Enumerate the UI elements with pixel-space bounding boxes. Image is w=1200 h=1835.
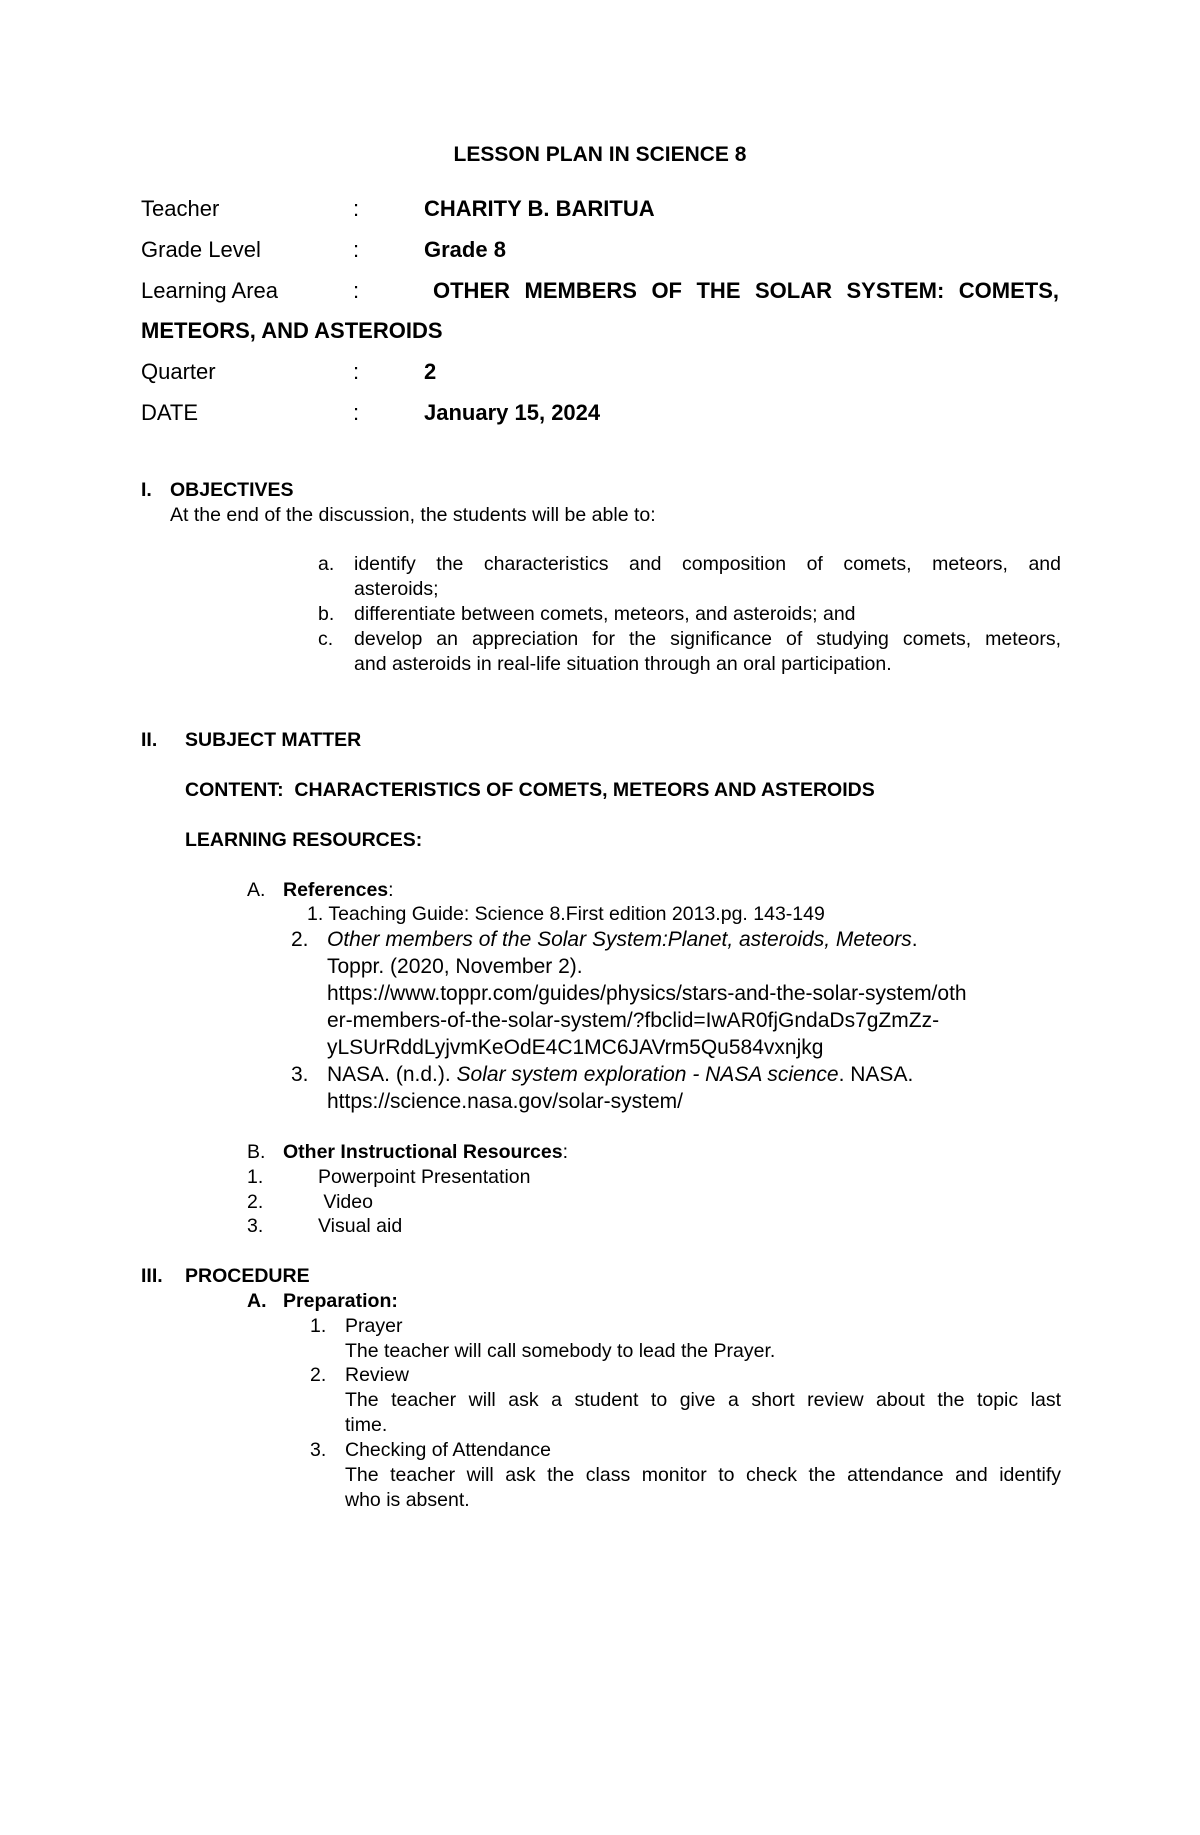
other-resource-3-text: Visual aid: [318, 1215, 403, 1237]
reference-2-publisher: Toppr. (2020, November 2).: [327, 955, 583, 978]
step-1-title: Prayer: [345, 1315, 403, 1337]
other-resource-2-number: 2.: [247, 1191, 264, 1213]
teacher-label: Teacher: [141, 196, 220, 221]
step-2-title: Review: [345, 1364, 409, 1386]
reference-3-number: 3.: [291, 1063, 309, 1086]
other-resources-colon: :: [562, 1141, 568, 1163]
preparation-heading: Preparation:: [283, 1290, 398, 1312]
reference-2-title: Other members of the Solar System:Planet, asteroids, Meteors: [327, 928, 912, 951]
quarter-label: Quarter: [141, 359, 216, 384]
reference-1: 1. Teaching Guide: Science 8.First edition 2013.pg. 143-149: [307, 903, 825, 925]
reference-2-number: 2.: [291, 928, 309, 951]
learning-area-value-continued: METEORS, AND ASTEROIDS: [141, 318, 443, 343]
objective-c-text-continued: and asteroids in real-life situation through an oral participation.: [354, 653, 892, 675]
page-title: LESSON PLAN IN SCIENCE 8: [453, 143, 747, 166]
objective-c-letter: c.: [318, 628, 334, 650]
reference-3-title: Solar system exploration - NASA science: [456, 1063, 839, 1086]
grade-level-colon: :: [353, 237, 360, 262]
procedure-number: III.: [141, 1265, 163, 1287]
procedure-heading: PROCEDURE: [185, 1265, 310, 1287]
step-3-title: Checking of Attendance: [345, 1439, 551, 1461]
objective-b-text: differentiate between comets, meteors, and asteroids; and: [354, 603, 856, 625]
reference-3-publisher: . NASA.: [838, 1063, 914, 1086]
learning-area-value: OTHER MEMBERS OF THE SOLAR SYSTEM: COMETS,: [433, 278, 1059, 303]
objective-a-letter: a.: [318, 553, 335, 575]
other-resources-letter: B.: [247, 1141, 266, 1163]
other-resources-heading: [283, 1141, 568, 1164]
objectives-heading: OBJECTIVES: [170, 479, 294, 501]
learning-resources-heading: LEARNING RESOURCES:: [185, 829, 423, 851]
other-resources-label: Other Instructional Resources: [283, 1141, 563, 1163]
reference-2-url-part3: yLSUrRddLyjvmKeOdE4C1MC6JAVrm5Qu584vxnjkg: [327, 1036, 824, 1059]
grade-level-value: Grade 8: [424, 237, 506, 262]
step-2-description-continued: time.: [345, 1414, 388, 1436]
references-label: References: [283, 879, 389, 901]
references-colon: :: [388, 879, 394, 901]
preparation-letter: A.: [247, 1290, 267, 1312]
grade-level-label: Grade Level: [141, 237, 261, 262]
step-3-number: 3.: [310, 1439, 327, 1461]
objective-b-letter: b.: [318, 603, 335, 625]
reference-2-title-period: .: [911, 928, 918, 951]
step-3-description: The teacher will ask the class monitor to check the attendance and identify: [345, 1464, 1061, 1486]
objective-c-text: develop an appreciation for the significance of studying comets, meteors,: [354, 628, 1061, 650]
content-line: CONTENT: CHARACTERISTICS OF COMETS, METEORS AND ASTEROIDS: [185, 779, 875, 801]
subject-matter-number: II.: [141, 729, 158, 751]
step-1-description: The teacher will call somebody to lead the Prayer.: [345, 1340, 776, 1362]
reference-3-citation: [327, 1063, 913, 1087]
quarter-colon: :: [353, 359, 360, 384]
reference-2-url-part2: er-members-of-the-solar-system/?fbclid=IwAR0fjGndaDs7gZmZz-: [327, 1009, 940, 1032]
quarter-value: 2: [424, 359, 437, 384]
learning-area-colon: :: [353, 278, 360, 303]
teacher-value: CHARITY B. BARITUA: [424, 196, 655, 221]
step-2-description: The teacher will ask a student to give a short review about the topic last: [345, 1389, 1061, 1411]
date-colon: :: [353, 400, 360, 425]
other-resource-1-number: 1.: [247, 1166, 264, 1188]
teacher-colon: :: [353, 196, 360, 221]
subject-matter-heading: SUBJECT MATTER: [185, 729, 362, 751]
objectives-intro: At the end of the discussion, the students will be able to:: [170, 504, 656, 526]
reference-3-url: https://science.nasa.gov/solar-system/: [327, 1090, 683, 1113]
objective-a-text: identify the characteristics and composition of comets, meteors, and: [354, 553, 1061, 575]
other-resource-3-number: 3.: [247, 1215, 264, 1237]
learning-area-label: Learning Area: [141, 278, 278, 303]
objective-a-text-continued: asteroids;: [354, 578, 439, 600]
reference-3-author: NASA. (n.d.).: [327, 1063, 457, 1086]
step-3-description-continued: who is absent.: [345, 1489, 470, 1511]
reference-2-citation: [327, 928, 918, 952]
step-2-number: 2.: [310, 1364, 327, 1386]
date-label: DATE: [141, 400, 199, 425]
objectives-number: I.: [141, 479, 152, 501]
references-letter: A.: [247, 879, 266, 901]
other-resource-2-text: Video: [318, 1191, 373, 1213]
step-1-number: 1.: [310, 1315, 327, 1337]
reference-2-url-part1: https://www.toppr.com/guides/physics/stars-and-the-solar-system/oth: [327, 982, 967, 1005]
other-resource-1-text: Powerpoint Presentation: [318, 1166, 531, 1188]
date-value: January 15, 2024: [424, 400, 601, 425]
references-heading: [283, 879, 394, 902]
